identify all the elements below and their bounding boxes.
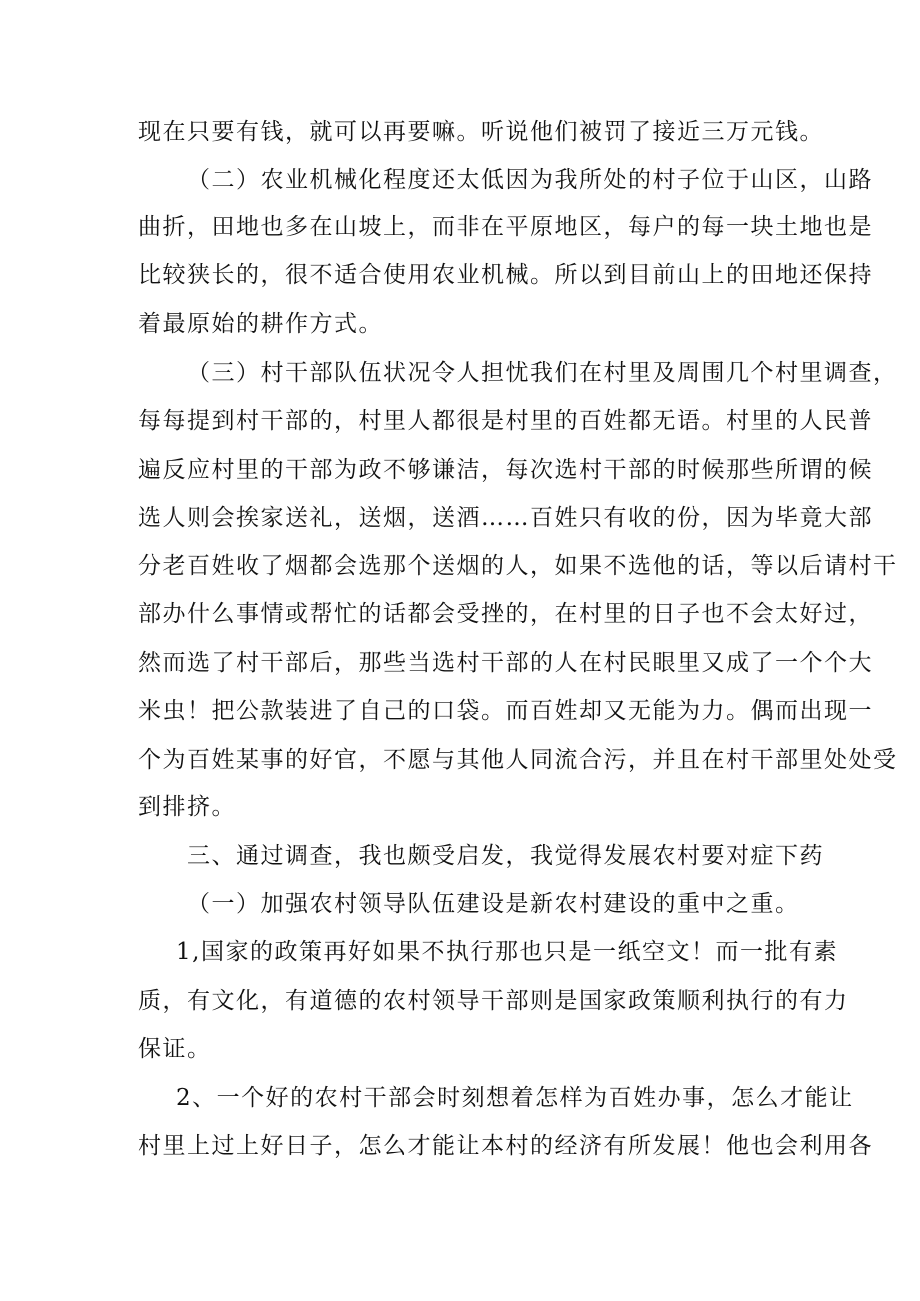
text-line: 2、一个好的农村干部会时刻想着怎样为百姓办事，怎么才能让 — [176, 1085, 854, 1111]
text-line: 选人则会挨家送礼，送烟，送酒……百姓只有收的份，因为毕竟大部 — [138, 505, 873, 531]
text-line: 个为百姓某事的好官，不愿与其他人同流合污，并且在村干部里处处受 — [138, 747, 898, 773]
text-line: 到排挤。 — [138, 794, 236, 820]
text-line: 质，有文化，有道德的农村领导干部则是国家政策顺利执行的有力 — [138, 988, 849, 1014]
text-line: 分老百姓收了烟都会选那个送烟的人，如果不选他的话，等以后请村干 — [138, 553, 898, 579]
text-line: 米虫！把公款装进了自己的口袋。而百姓却又无能为力。偶而出现一 — [138, 698, 873, 724]
text-line: 1,国家的政策再好如果不执行那也只是一纸空文！而一批有素 — [176, 939, 838, 965]
text-line: （三）村干部队伍状况令人担忧我们在村里及周围几个村里调查， — [187, 360, 898, 386]
text-line: 然而选了村干部后，那些当选村干部的人在村民眼里又成了一个个大 — [138, 650, 873, 676]
text-line: 现在只要有钱，就可以再要嘛。听说他们被罚了接近三万元钱。 — [138, 119, 824, 145]
text-line: 部办什么事情或帮忙的话都会受挫的，在村里的日子也不会太好过， — [138, 601, 873, 627]
text-line: 遍反应村里的干部为政不够谦洁，每次选村干部的时候那些所谓的候 — [138, 457, 873, 483]
subsection-heading: （一）加强农村领导队伍建设是新农村建设的重中之重。 — [187, 891, 800, 917]
text-line: 保证。 — [138, 1036, 212, 1062]
text-line: 村里上过上好日子，怎么才能让本村的经济有所发展！他也会利用各 — [138, 1133, 873, 1159]
text-line: 曲折，田地也多在山坡上，而非在平原地区，每户的每一块土地也是 — [138, 214, 873, 240]
text-line: 每每提到村干部的，村里人都很是村里的百姓都无语。村里的人民普 — [138, 408, 873, 434]
text-line: 比较狭长的，很不适合使用农业机械。所以到目前山上的田地还保持 — [138, 262, 873, 288]
text-line: （二）农业机械化程度还太低因为我所处的村子位于山区，山路 — [187, 167, 873, 193]
text-line: 着最原始的耕作方式。 — [138, 311, 383, 337]
section-heading: 三、通过调查，我也颇受启发，我觉得发展农村要对症下药 — [187, 843, 824, 869]
